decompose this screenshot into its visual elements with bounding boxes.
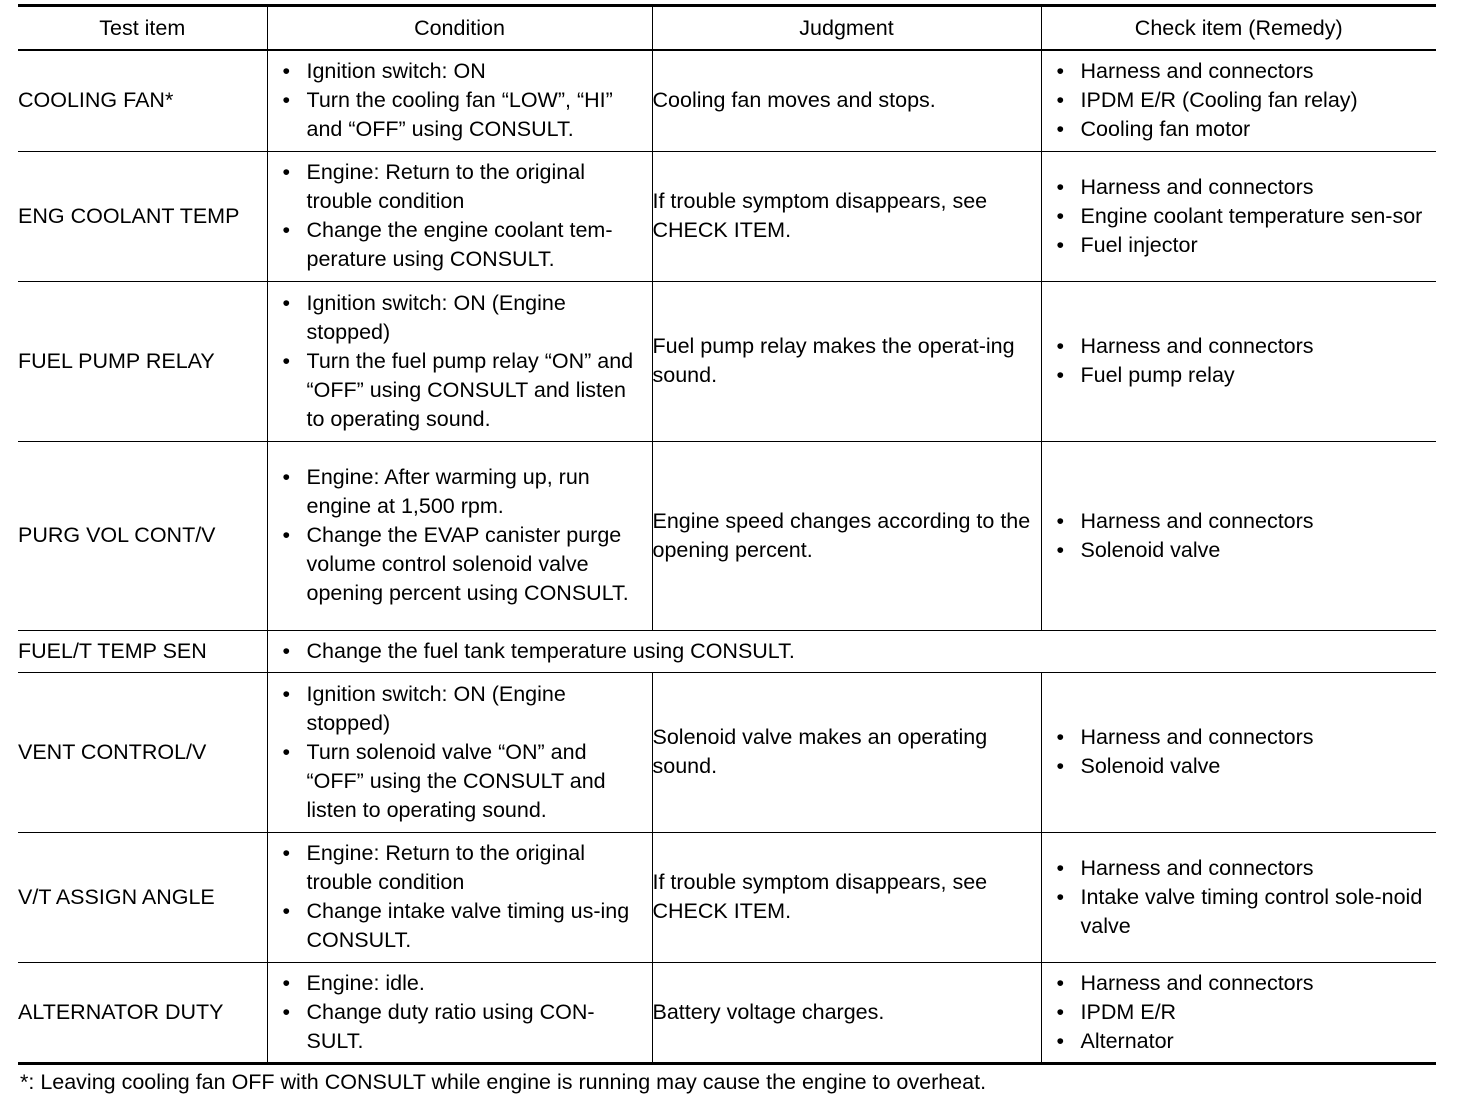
condition-bullet: • Change the EVAP canister purge volume control solenoid valve opening percent using CONSULT. xyxy=(283,521,642,608)
condition-cell xyxy=(267,832,652,962)
table-row xyxy=(18,832,1436,962)
condition-cell xyxy=(267,50,652,151)
check-item-cell xyxy=(1041,50,1436,151)
check-item-bullet: • Harness and connectors xyxy=(1057,723,1431,752)
condition-cell xyxy=(267,962,652,1063)
condition-bullet: • Engine: idle. xyxy=(283,969,642,998)
table-row xyxy=(18,630,1436,672)
test-item-cell: ENG COOLANT TEMP xyxy=(18,151,267,281)
check-item-bullet: • Harness and connectors xyxy=(1057,173,1431,202)
test-item-cell: COOLING FAN* xyxy=(18,50,267,151)
check-item-bullet: • Harness and connectors xyxy=(1057,969,1431,998)
test-item-cell: FUEL/T TEMP SEN xyxy=(18,630,267,672)
condition-bullet: • Ignition switch: ON xyxy=(283,57,642,86)
check-item-cell xyxy=(1041,441,1436,630)
header-check-item: Check item (Remedy) xyxy=(1041,6,1436,51)
check-item-bullet: • Intake valve timing control sole-noid valve xyxy=(1057,883,1431,941)
test-item-cell: PURG VOL CONT/V xyxy=(18,441,267,630)
check-item-bullet: • Harness and connectors xyxy=(1057,332,1431,361)
condition-cell-spanning xyxy=(267,630,1436,672)
judgment-cell: Battery voltage charges. xyxy=(652,962,1041,1063)
condition-bullet: • Engine: Return to the original trouble condition xyxy=(283,839,642,897)
condition-cell xyxy=(267,441,652,630)
check-item-bullet: • Alternator xyxy=(1057,1027,1431,1056)
test-item-cell: ALTERNATOR DUTY xyxy=(18,962,267,1063)
footnote: *: Leaving cooling fan OFF with CONSULT while engine is running may cause the engine to overheat. xyxy=(20,1070,987,1094)
table-row xyxy=(18,672,1436,832)
check-item-bullet: • Harness and connectors xyxy=(1057,57,1431,86)
check-item-cell xyxy=(1041,962,1436,1063)
table-row xyxy=(18,50,1436,151)
check-item-cell xyxy=(1041,281,1436,441)
condition-cell xyxy=(267,281,652,441)
check-item-cell xyxy=(1041,832,1436,962)
header-row xyxy=(18,6,1436,51)
table-row xyxy=(18,441,1436,630)
judgment-cell: Solenoid valve makes an operating sound. xyxy=(652,672,1041,832)
check-item-cell xyxy=(1041,151,1436,281)
condition-bullet: • Turn the cooling fan “LOW”, “HI” and “OFF” using CONSULT. xyxy=(283,86,642,144)
test-item-cell: VENT CONTROL/V xyxy=(18,672,267,832)
check-item-bullet: • Cooling fan motor xyxy=(1057,115,1431,144)
check-item-cell xyxy=(1041,672,1436,832)
condition-bullet: • Turn solenoid valve “ON” and “OFF” using the CONSULT and listen to operating sound. xyxy=(283,738,642,825)
test-item-table xyxy=(18,4,1436,1065)
condition-bullet: • Change the fuel tank temperature using CONSULT. xyxy=(283,637,1427,666)
check-item-bullet: • Fuel pump relay xyxy=(1057,361,1431,390)
check-item-bullet: • Solenoid valve xyxy=(1057,752,1431,781)
condition-bullet: • Engine: After warming up, run engine at 1,500 rpm. xyxy=(283,463,642,521)
check-item-bullet: • IPDM E/R (Cooling fan relay) xyxy=(1057,86,1431,115)
judgment-cell: If trouble symptom disappears, see CHECK ITEM. xyxy=(652,832,1041,962)
table-row xyxy=(18,281,1436,441)
header-judgment: Judgment xyxy=(652,6,1041,51)
header-test-item: Test item xyxy=(18,6,267,51)
condition-cell xyxy=(267,151,652,281)
judgment-cell: Fuel pump relay makes the operat-ing sound. xyxy=(652,281,1041,441)
condition-bullet: • Change duty ratio using CON-SULT. xyxy=(283,998,642,1056)
header-condition: Condition xyxy=(267,6,652,51)
condition-bullet: • Ignition switch: ON (Engine stopped) xyxy=(283,680,642,738)
check-item-bullet: • Harness and connectors xyxy=(1057,854,1431,883)
test-item-cell: FUEL PUMP RELAY xyxy=(18,281,267,441)
condition-bullet: • Change intake valve timing us-ing CONSULT. xyxy=(283,897,642,955)
table-row xyxy=(18,151,1436,281)
condition-bullet: • Engine: Return to the original trouble condition xyxy=(283,158,642,216)
judgment-cell: If trouble symptom disappears, see CHECK ITEM. xyxy=(652,151,1041,281)
table-row xyxy=(18,962,1436,1063)
check-item-bullet: • Fuel injector xyxy=(1057,231,1431,260)
condition-bullet: • Turn the fuel pump relay “ON” and “OFF” using CONSULT and listen to operating sound. xyxy=(283,347,642,434)
check-item-bullet: • Engine coolant temperature sen-sor xyxy=(1057,202,1431,231)
judgment-cell: Engine speed changes according to the opening percent. xyxy=(652,441,1041,630)
judgment-cell: Cooling fan moves and stops. xyxy=(652,50,1041,151)
condition-cell xyxy=(267,672,652,832)
check-item-bullet: • Harness and connectors xyxy=(1057,507,1431,536)
condition-bullet: • Change the engine coolant tem-perature using CONSULT. xyxy=(283,216,642,274)
check-item-bullet: • IPDM E/R xyxy=(1057,998,1431,1027)
condition-bullet: • Ignition switch: ON (Engine stopped) xyxy=(283,289,642,347)
check-item-bullet: • Solenoid valve xyxy=(1057,536,1431,565)
test-item-cell: V/T ASSIGN ANGLE xyxy=(18,832,267,962)
